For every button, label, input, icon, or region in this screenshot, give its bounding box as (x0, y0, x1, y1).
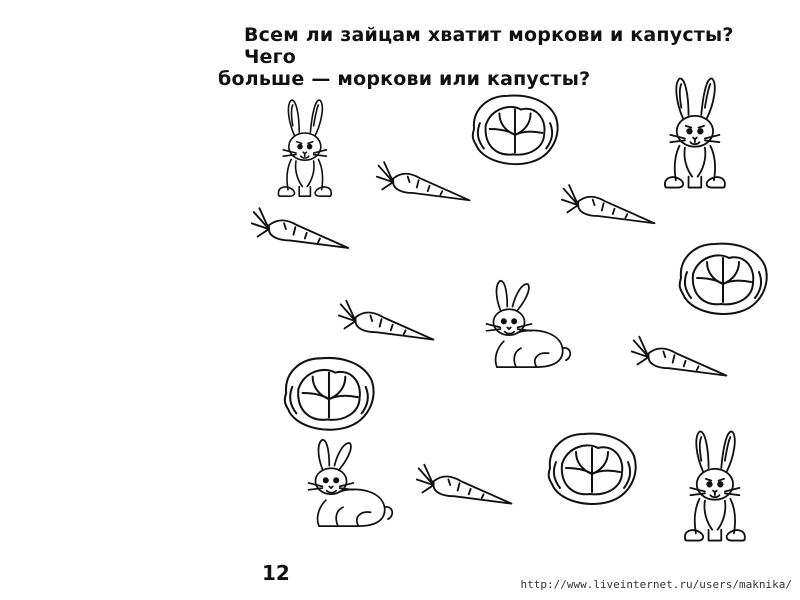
carrot-illustration (337, 298, 439, 346)
rabbit-illustration (468, 279, 588, 374)
carrot-illustration (415, 462, 517, 510)
carrot-illustration (375, 160, 475, 206)
watermark-url: http://www.liveinternet.ru/users/maknika/ (520, 578, 792, 591)
carrot-illustration (250, 206, 354, 254)
rabbit-illustration (258, 97, 350, 201)
page-number: 12 (262, 561, 290, 585)
cabbage-illustration (278, 352, 380, 434)
carrot-illustration (560, 183, 660, 229)
cabbage-illustration (673, 238, 773, 318)
carrot-illustration (630, 334, 732, 382)
task-line-2: больше — моркови или капусты? (218, 68, 591, 90)
rabbit-illustration (664, 428, 764, 546)
task-line-1: Всем ли зайцам хватит моркови и капусты? Чего (244, 24, 734, 68)
rabbit-illustration (643, 75, 745, 193)
rabbit-illustration (290, 438, 410, 533)
cabbage-illustration (542, 428, 642, 508)
cabbage-illustration (465, 90, 565, 168)
